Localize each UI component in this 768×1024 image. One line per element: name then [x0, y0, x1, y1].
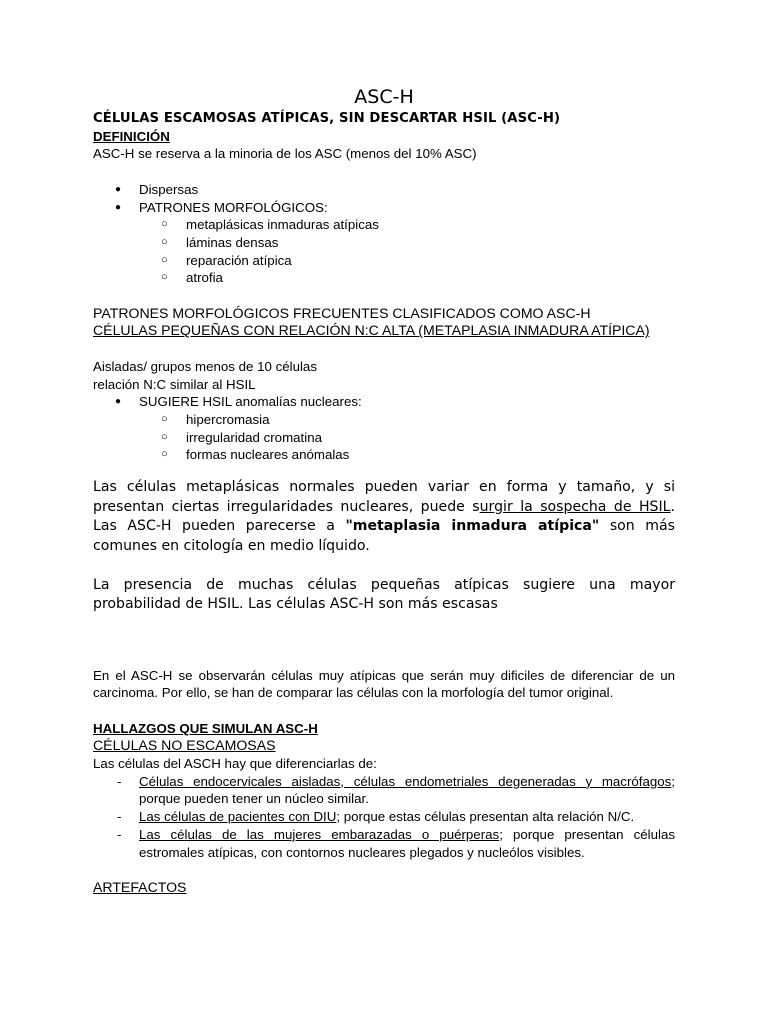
patrones-heading: PATRONES MORFOLÓGICOS FRECUENTES CLASIFICADOS COMO ASC-H: [93, 304, 591, 321]
list-item: ● PATRONES MORFOLÓGICOS:: [93, 199, 675, 217]
list-item: - Células endocervicales aisladas, células endometriales degeneradas y macrófagos; porque pueden tener un núcleo similar.: [93, 773, 675, 808]
hallazgos-heading: HALLAZGOS QUE SIMULAN ASC-H: [93, 720, 318, 736]
patrones-list: [93, 393, 675, 464]
artefactos-heading: ARTEFACTOS: [93, 878, 187, 895]
hallazgos-subheading: CÉLULAS NO ESCAMOSAS: [93, 737, 276, 754]
patrones-line-2: relación N:C similar al HSIL: [93, 376, 256, 392]
patrones-line-1: Aisladas/ grupos menos de 10 células: [93, 358, 317, 374]
document-body: [93, 110, 675, 897]
patrones-subheading: CÉLULAS PEQUEÑAS CON RELACIÓN N:C ALTA (METAPLASIA INMADURA ATÍPICA): [93, 322, 650, 339]
list-item: - Las células de pacientes con DIU; porque estas células presentan alta relación N/C.: [93, 808, 675, 826]
list-item: ○ atrofia: [93, 269, 675, 287]
list-item: - Las células de las mujeres embarazadas o puérperas; porque presentan células estromales atípicas, con contornos nucleares plegados y nucleólos visibles.: [93, 826, 675, 861]
definicion-list: [93, 181, 675, 287]
hallazgos-intro: Las células del ASCH hay que diferenciarlas de:: [93, 756, 377, 772]
list-item: ○ reparación atípica: [93, 252, 675, 270]
definicion-text: ASC-H se reserva a la minoria de los ASC (menos del 10% ASC): [93, 146, 477, 162]
document-subtitle: CÉLULAS ESCAMOSAS ATÍPICAS, SIN DESCARTAR HSIL (ASC-H): [93, 111, 561, 126]
paragraph-asch: En el ASC-H se observarán células muy atípicas que serán muy dificiles de diferenciar de un carcinoma. Por ello, se han de comparar las células con la morfología del tumor original.: [93, 667, 675, 701]
list-item: ● Dispersas: [93, 181, 675, 199]
definicion-heading: DEFINICIÓN: [93, 128, 170, 144]
document-title: ASC-H: [354, 86, 414, 108]
list-item: ○ hipercromasia: [93, 411, 675, 429]
list-item: ○ irregularidad cromatina: [93, 429, 675, 447]
list-item: ○ láminas densas: [93, 234, 675, 252]
list-item: ○ metaplásicas inmaduras atípicas: [93, 216, 675, 234]
paragraph-metaplasicas: Las células metaplásicas normales pueden variar en forma y tamaño, y si presentan ciertas irregularidades nucleares, puede surgir la sospecha de HSIL. Las ASC-H pueden parecerse a "metaplasia inmadura atípica" son más comunes en citología en medio líquido.: [93, 479, 675, 554]
paragraph-presencia: La presencia de muchas células pequeñas atípicas sugiere una mayor probabilidad de HSIL. Las células ASC-H son más escasas: [93, 576, 675, 613]
list-item: ● SUGIERE HSIL anomalías nucleares:: [93, 393, 675, 411]
list-item: ○ formas nucleares anómalas: [93, 446, 675, 464]
hallazgos-list: [93, 773, 675, 862]
